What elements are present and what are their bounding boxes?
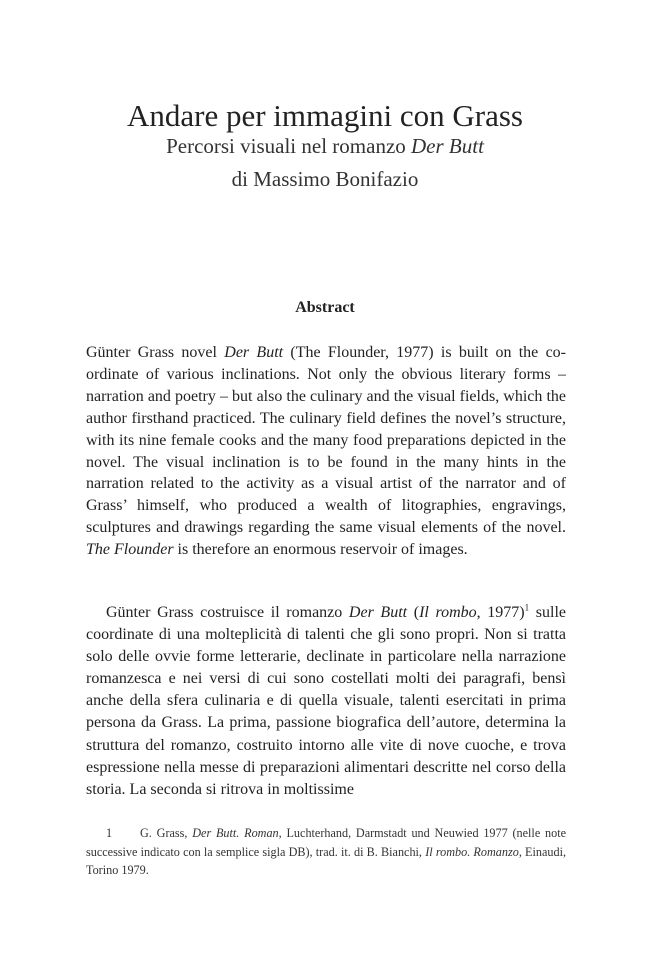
- subtitle-text: Percorsi visuali nel romanzo: [166, 134, 412, 158]
- abstract-english-title: The Flounder: [86, 541, 174, 559]
- body-span-4: sulle coordinate di una molteplicità di talenti che gli sono propri. Non si tratta solo delle ovvie forme letterarie, declinate in particolare nella narrazione romanzesca e nei versi di cui sono costellati molti dei paragrafi, bensì anche della sfera culinaria e di quella visuale, talenti esercitati in prima persona da Grass. La prima, passione biografica dell’autore, determina la struttura del romanzo, costruito intorno alle vite di nove cuoche, e trova espressione nella messe di preparazioni alimentari descritte nel corso della storia. La seconda si ritrova in moltissime: [86, 604, 566, 798]
- article-subtitle: [0, 133, 650, 159]
- footnote-book-title: Der Butt. Roman: [192, 826, 279, 840]
- article-author: di Massimo Bonifazio: [231, 167, 419, 191]
- abstract-heading: Abstract: [295, 299, 355, 316]
- abstract-span-3: is therefore an enormous reservoir of images.: [173, 541, 468, 559]
- body-italian-title: Il rombo: [419, 604, 477, 621]
- footnote: [86, 824, 566, 880]
- abstract-span-1: Günter Grass novel: [86, 344, 225, 361]
- footnote-span-3: , Einaudi, Torino 1979.: [86, 844, 567, 877]
- footnote-number: 1: [106, 826, 113, 840]
- footnote-reference[interactable]: 1: [524, 602, 530, 613]
- subtitle-novel-title: Der Butt: [411, 134, 484, 158]
- footnote-translation-title: Il rombo. Romanzo: [425, 844, 519, 859]
- abstract-novel-title: Der Butt: [224, 344, 284, 361]
- footnote-span-1: G. Grass,: [140, 826, 193, 840]
- body-span-1: Günter Grass costruisce il romanzo: [106, 604, 349, 621]
- article-title: Andare per immagini con Grass: [127, 98, 523, 133]
- footnote-span-2: , Luchterhand, Darmstadt und Neuwied 1977 (nelle note successive indicato con la semplice sigla DB), trad. it. di B. Bianchi,: [86, 826, 566, 859]
- abstract-text: [86, 342, 566, 561]
- body-span-2: (: [407, 604, 420, 621]
- body-paragraph: [86, 602, 566, 801]
- body-span-3: , 1977): [476, 604, 525, 621]
- abstract-span-2: (The Flounder, 1977) is built on the coordinate of various inclinations. Not only the obvious literary forms – narration and poetry – but also the culinary and the visual fields, which the author firsthand practiced. The culinary field defines the novel’s structure, with its nine female cooks and the many food preparations depicted in the novel. The visual inclination is to be found in the many hints in the narration related to the activity as a visual artist of the narrator and of Grass’ himself, who produced a wealth of litographies, engravings, sculptures and drawings regarding the same visual elements of the novel.: [86, 344, 566, 537]
- body-novel-title: Der Butt: [348, 604, 408, 621]
